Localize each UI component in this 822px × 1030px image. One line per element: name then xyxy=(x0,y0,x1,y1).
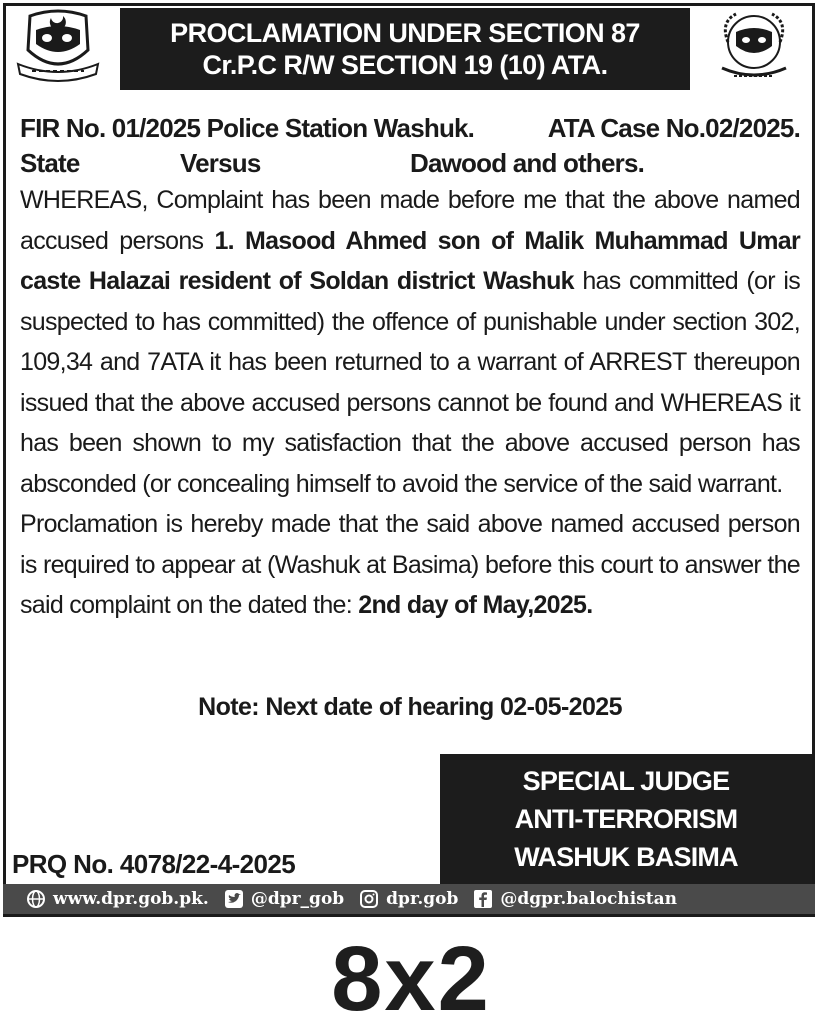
hearing-note: Note: Next date of hearing 02-05-2025 xyxy=(198,693,622,721)
facebook-handle: @dgpr.balochistan xyxy=(500,889,678,909)
instagram-handle: dpr.gob xyxy=(386,889,459,909)
signatory-line-2: ANTI-TERRORISM xyxy=(514,804,738,834)
title-line-2: Cr.P.C R/W SECTION 19 (10) ATA. xyxy=(202,50,608,80)
proclamation-title xyxy=(120,8,690,90)
twitter-handle: @dpr_gob xyxy=(250,889,345,909)
parties-line xyxy=(20,145,800,181)
website-link[interactable] xyxy=(25,889,209,909)
ad-size-label: 8x2 xyxy=(331,928,491,1030)
dgpr-emblem-right xyxy=(706,8,802,88)
proclamation-body xyxy=(20,180,800,626)
whereas-paragraph xyxy=(20,180,800,504)
twitter-link[interactable] xyxy=(223,889,344,909)
proclamation-text: Proclamation is hereby made that the said above named accused person is required to appear at (Washuk at Basima) before this court to answer the said complaint on the dated the: xyxy=(20,510,800,619)
signatory-box xyxy=(440,754,812,886)
party-state: State xyxy=(20,148,80,178)
instagram-icon xyxy=(358,889,380,909)
accused-details: 1. Masood Ahmed son of Malik Muhammad Umar caste Halazai resident of Soldan district Washuk xyxy=(20,226,800,295)
facebook-icon xyxy=(472,889,494,909)
offence-text: has committed (or is suspected to has committed) the offence of punishable under section 302, 109,34 and 7ATA it has been returned to a warrant of ARREST thereupon issued that the above accused persons cannot be found and WHEREAS it has been shown to my satisfaction that the above accused person has absconded (or concealing himself to avoid the service of the said warrant. xyxy=(20,267,800,498)
party-defendants: Dawood and others. xyxy=(410,148,645,178)
signatory-line-1: SPECIAL JUDGE xyxy=(522,766,730,796)
signatory-line-3: WASHUK BASIMA xyxy=(514,842,738,872)
title-line-1: PROCLAMATION UNDER SECTION 87 xyxy=(170,18,640,48)
prq-number: PRQ No. 4078/22-4-2025 xyxy=(12,849,296,879)
facebook-link[interactable] xyxy=(472,889,677,909)
balochistan-emblem-left xyxy=(10,8,106,88)
instagram-link[interactable] xyxy=(358,889,458,909)
twitter-icon xyxy=(223,889,245,909)
case-reference-line xyxy=(20,110,800,146)
appearance-date: 2nd day of May,2025. xyxy=(358,591,593,619)
party-versus: Versus xyxy=(180,148,261,178)
proclamation-paragraph xyxy=(20,504,800,626)
social-footer xyxy=(3,884,815,914)
globe-icon xyxy=(25,889,47,909)
ata-case-number: ATA Case No.02/2025. xyxy=(547,113,800,143)
fir-number: FIR No. 01/2025 Police Station Washuk. xyxy=(20,113,475,143)
intro-text: WHEREAS, Complaint has been made before me that the above named accused persons xyxy=(20,186,800,255)
website-text: www.dpr.gob.pk. xyxy=(53,889,209,909)
